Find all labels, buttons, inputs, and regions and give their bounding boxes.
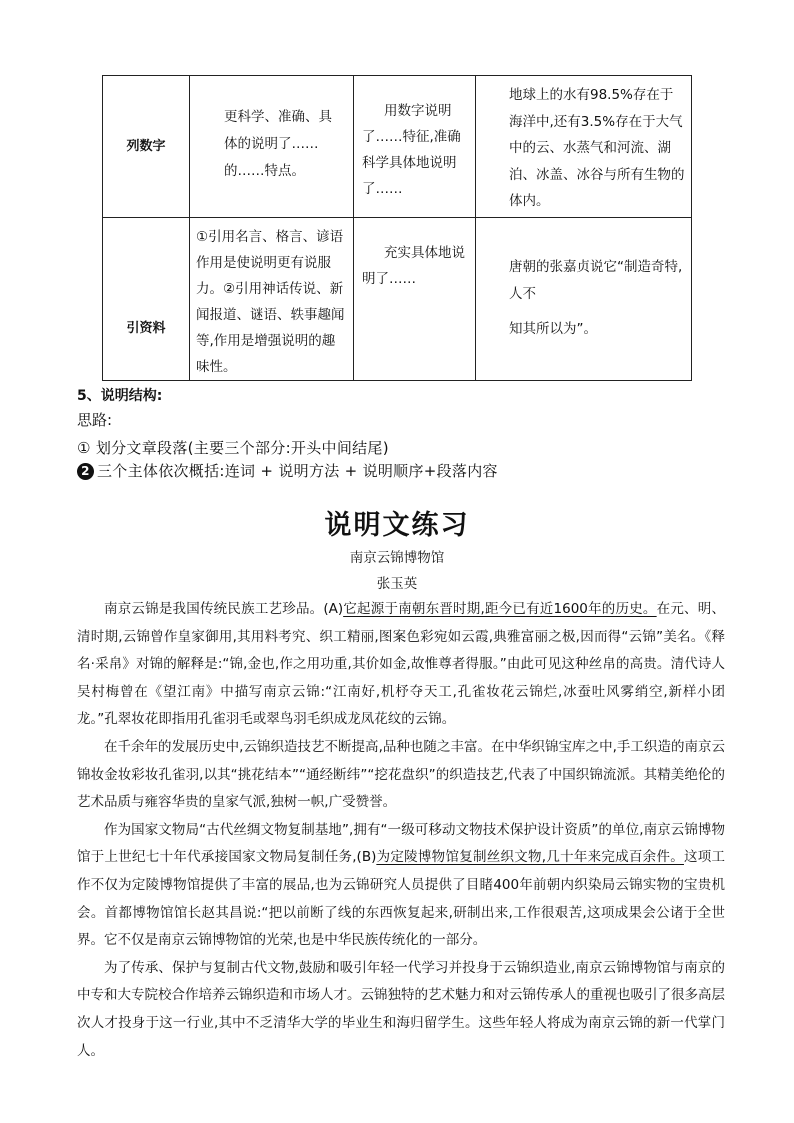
thinking-label: 思路: (77, 411, 113, 429)
method-name: 列数字 (103, 76, 190, 218)
circled-number-two: 2 (77, 463, 94, 480)
answer-template: 充实具体地说明了…… (354, 218, 476, 381)
table-row (103, 76, 692, 218)
underlined-sentence-a: 它起源于南朝东晋时期,距今已有近1600年的历史。 (343, 601, 657, 617)
step-two: 2 三个主体依次概括:连词 + 说明方法 + 说明顺序+段落内容 (77, 460, 498, 482)
paragraph: 在千余年的发展历史中,云锦织造技艺不断提高,品种也随之丰富。在中华织锦宝库之中,手工织造的南京云锦妆金妆彩妆孔雀羽,以其“挑花结本”“通经断纬”“挖花盘织”的织造技艺,代表了中国织锦流派。其精美绝伦的艺术品质与雍容华贵的皇家气派,独树一帜,广受赞誉。 (77, 738, 725, 811)
section-heading: 5、说明结构: (77, 388, 163, 404)
method-function: 更科学、准确、具体的说明了……的……特点。 (190, 76, 354, 218)
answer-template: 用数字说明了……特征,准确科学具体地说明了…… (354, 76, 476, 218)
underlined-sentence-b: 为定陵博物馆复制丝织文物,几十年来完成百余件。 (376, 849, 684, 866)
method-function: ①引用名言、格言、谚语作用是使说明更有说服力。②引用神话传说、新闻报道、谜语、轶事趣闻等,作用是增强说明的趣味性。 (190, 218, 354, 381)
paragraph: 为了传承、保护与复制古代文物,鼓励和吸引年轻一代学习并投身于云锦织造业,南京云锦博物馆与南京的中专和大专院校合作培养云锦织造和市场人才。云锦独特的艺术魅力和对云锦传承人的重视也吸引了很多高层次人才投身于这一行业,其中不乏清华大学的毕业生和海归留学生。这些年轻人将成为南京云锦的新一代掌门人。 (77, 959, 725, 1059)
table-row (103, 218, 692, 381)
step-one: ① 划分文章段落(主要三个部分:开头中间结尾) (77, 439, 389, 457)
paragraph: 作为国家文物局“古代丝绸文物复制基地”,拥有“一级可移动文物技术保护设计资质”的单位,南京云锦博物馆于上世纪七十年代承接国家文物局复制任务,(B)为定陵博物馆复制丝织文物,几十年来完成百余件。这项工作不仅为定陵博物馆提供了丰富的展品,也为云锦研究人员提供了目睹400年前朝内织染局云锦实物的宝贵机会。首都博物馆馆长赵其昌说:“把以前断了线的东西恢复起来,研制出来,工作很艰苦,这项成果会公诸于全世界。它不仅是南京云锦博物馆的光荣,也是中华民族传统化的一部分。 (77, 821, 725, 949)
page-title: 说明文练习 (324, 510, 470, 541)
paragraph: 南京云锦是我国传统民族工艺珍品。(A)它起源于南朝东晋时期,距今已有近1600年的历史。在元、明、清时期,云锦曾作皇家御用,其用料考究、织工精丽,图案色彩宛如云霞,典雅富丽之极,因而得“云锦”美名。《释名·采帛》对锦的解释是:“锦,金也,作之用功重,其价如金,故惟尊者得服。”由此可见这种丝帛的高贵。清代诗人吴村梅曾在《望江南》中描写南京云锦:“江南好,机杼夺天工,孔雀妆花云锦烂,冰蚕吐风雾绡空,新样小团龙。”孔翠妆花即指用孔雀羽毛或翠鸟羽毛织成龙凤花纹的云锦。 (77, 601, 725, 728)
method-name: 引资料 (103, 218, 190, 381)
article-body (77, 596, 725, 1065)
article-title: 南京云锦博物馆 (349, 550, 445, 566)
example-text: 地球上的水有98.5%存在于海洋中,还有3.5%存在于大气中的云、水蒸气和河流、湖泊、冰盖、冰谷与所有生物的体内。 (476, 76, 692, 218)
explanation-methods-table (102, 75, 692, 381)
article-author: 张玉英 (376, 576, 418, 592)
example-text: 唐朝的张嘉贞说它“制造奇特,人不 知其所以为”。 (476, 218, 692, 381)
